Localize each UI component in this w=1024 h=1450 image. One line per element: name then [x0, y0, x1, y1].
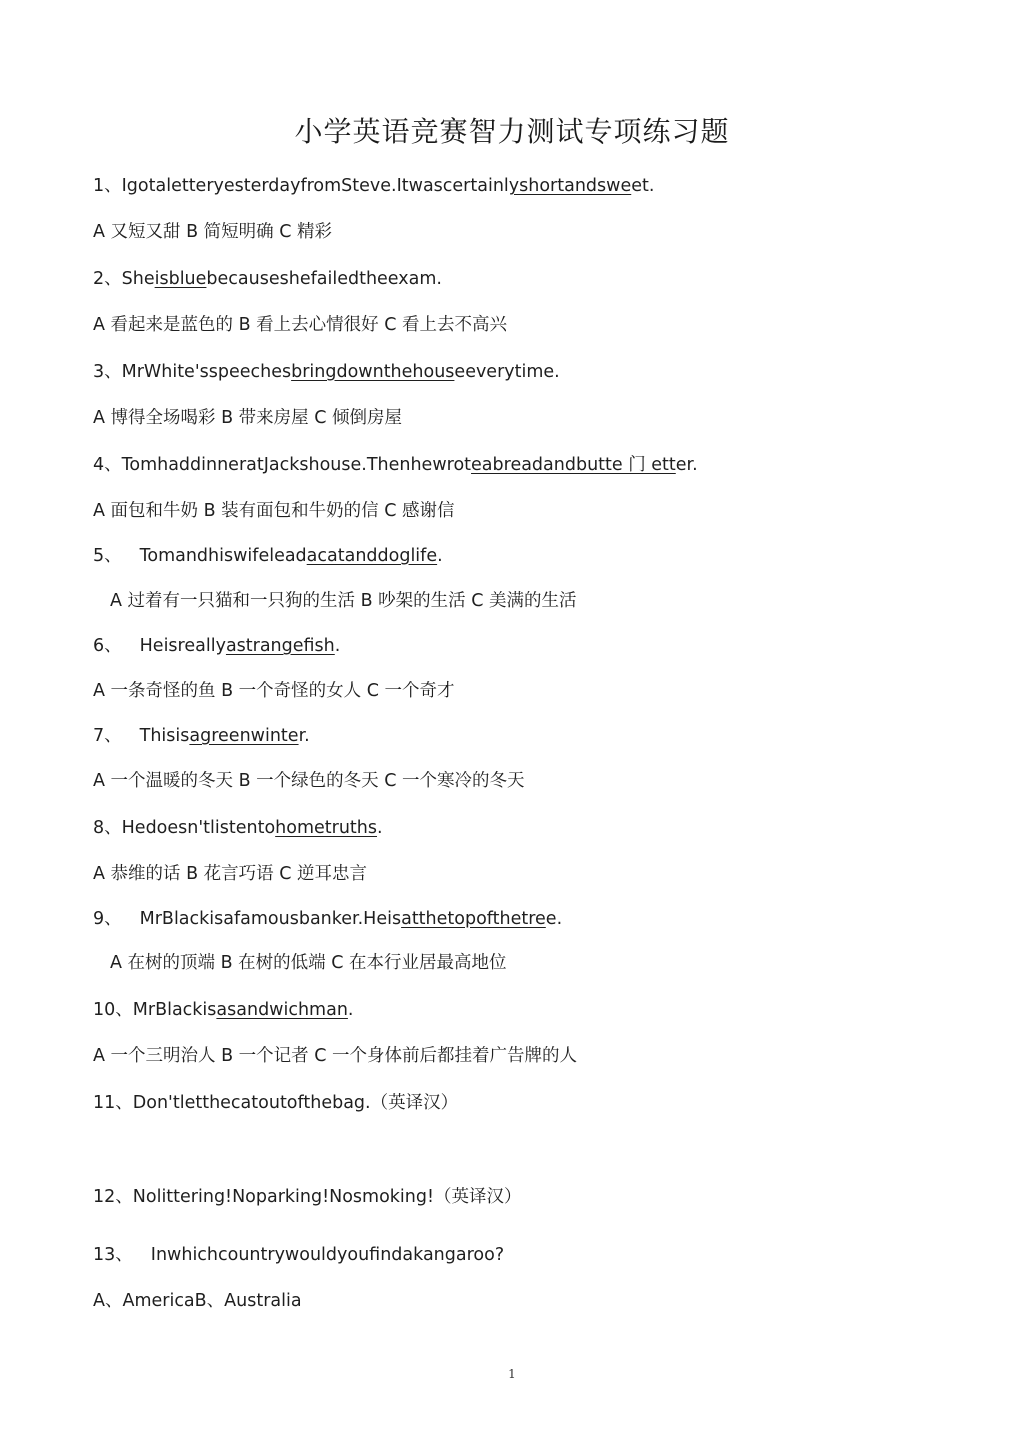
question-text: Heisreally — [139, 636, 226, 656]
question-number: 8、 — [93, 818, 122, 838]
question-text-end: eeverytime. — [454, 362, 560, 382]
question-number: 6、 — [93, 636, 122, 656]
answer-choices-6: A 一条奇怪的鱼 B 一个奇怪的女人 C 一个奇才 — [93, 681, 455, 701]
answer-choices-2: A 看起来是蓝色的 B 看上去心情很好 C 看上去不高兴 — [93, 315, 508, 335]
question-number: 5、 — [93, 546, 122, 566]
question-text: Tomandhiswifelead — [139, 546, 307, 566]
question-12 — [93, 1183, 521, 1208]
question-2 — [93, 265, 442, 290]
question-text-end: . — [347, 1000, 354, 1020]
question-text-end: . — [334, 636, 341, 656]
question-number: 2、 — [93, 269, 122, 289]
underlined-phrase: acatanddoglife — [306, 546, 438, 566]
question-text-end: . — [437, 546, 443, 566]
underlined-phrase: agreenwinte — [189, 726, 299, 746]
question-text: TomhaddinneratJackshouse.Thenhewrot — [121, 455, 472, 475]
question-text-end: becauseshefailedtheexam. — [206, 269, 442, 289]
underlined-phrase: bringdownthehous — [291, 362, 455, 382]
question-text: MrWhite'sspeeches — [121, 362, 292, 382]
underlined-phrase: atthetopofthetre — [401, 909, 546, 929]
answer-choices-10: A 一个三明治人 B 一个记者 C 一个身体前后都挂着广告牌的人 — [93, 1046, 578, 1066]
underlined-phrase: asandwichman — [216, 1000, 348, 1020]
question-number: 3、 — [93, 362, 122, 382]
question-text-end: . — [377, 818, 383, 838]
question-number: 10、 — [93, 1000, 133, 1020]
question-number: 1、 — [93, 176, 122, 196]
question-number: 7、 — [93, 726, 122, 746]
underlined-phrase: astrangefish — [225, 636, 335, 656]
answer-choices-1: A 又短又甜 B 简短明确 C 精彩 — [93, 222, 333, 242]
question-text: MrBlackisafamousbanker.Heis — [139, 909, 402, 929]
question-4 — [93, 451, 698, 476]
question-text: MrBlackis — [132, 1000, 217, 1020]
question-number: 12、 — [93, 1187, 133, 1207]
question-text: Inwhichcountrywouldyoufindakangaroo? — [150, 1245, 505, 1265]
page-title: 小学英语竞赛智力测试专项练习题 — [294, 115, 730, 148]
answer-choices-4: A 面包和牛奶 B 装有面包和牛奶的信 C 感谢信 — [93, 501, 455, 521]
question-9 — [93, 905, 562, 930]
question-text: She — [121, 269, 155, 289]
question-text: Nolittering!Noparking!Nosmoking!（英译汉） — [132, 1187, 522, 1207]
answer-choices-13: A、AmericaB、Australia — [93, 1291, 302, 1311]
question-text-end: r. — [298, 726, 310, 746]
answer-choices-3: A 博得全场喝彩 B 带来房屋 C 倾倒房屋 — [93, 408, 403, 428]
question-6 — [93, 632, 340, 657]
question-5 — [93, 542, 443, 567]
question-10 — [93, 996, 354, 1021]
question-3 — [93, 358, 560, 383]
question-number: 13、 — [93, 1245, 133, 1265]
underlined-phrase: eabreadandbutte 门 ett — [471, 455, 676, 475]
page-number: 1 — [508, 1367, 516, 1381]
question-text-end: et. — [631, 176, 655, 196]
question-7 — [93, 722, 310, 747]
question-text: Thisis — [139, 726, 190, 746]
question-number: 11、 — [93, 1093, 133, 1113]
question-8 — [93, 814, 383, 839]
underlined-phrase: yshortandswe — [508, 176, 632, 196]
question-text: IgotaletteryesterdayfromSteve.Itwascertainl — [121, 176, 509, 196]
answer-choices-9: A 在树的顶端 B 在树的低端 C 在本行业居最高地位 — [110, 953, 507, 973]
question-1 — [93, 172, 654, 197]
underlined-phrase: hometruths — [275, 818, 378, 838]
question-text-end: er. — [675, 455, 698, 475]
question-13 — [93, 1241, 504, 1266]
question-text: Hedoesn'tlistento — [121, 818, 276, 838]
answer-choices-8: A 恭维的话 B 花言巧语 C 逆耳忠言 — [93, 864, 368, 884]
question-number: 4、 — [93, 455, 122, 475]
answer-choices-5: A 过着有一只猫和一只狗的生活 B 吵架的生活 C 美满的生活 — [110, 591, 577, 611]
question-text: Don'tletthecatoutofthebag.（英译汉） — [132, 1093, 459, 1113]
answer-choices-7: A 一个温暖的冬天 B 一个绿色的冬天 C 一个寒冷的冬天 — [93, 771, 525, 791]
underlined-phrase: isblue — [154, 269, 207, 289]
question-number: 9、 — [93, 909, 122, 929]
question-text-end: e. — [545, 909, 563, 929]
question-11 — [93, 1089, 458, 1114]
